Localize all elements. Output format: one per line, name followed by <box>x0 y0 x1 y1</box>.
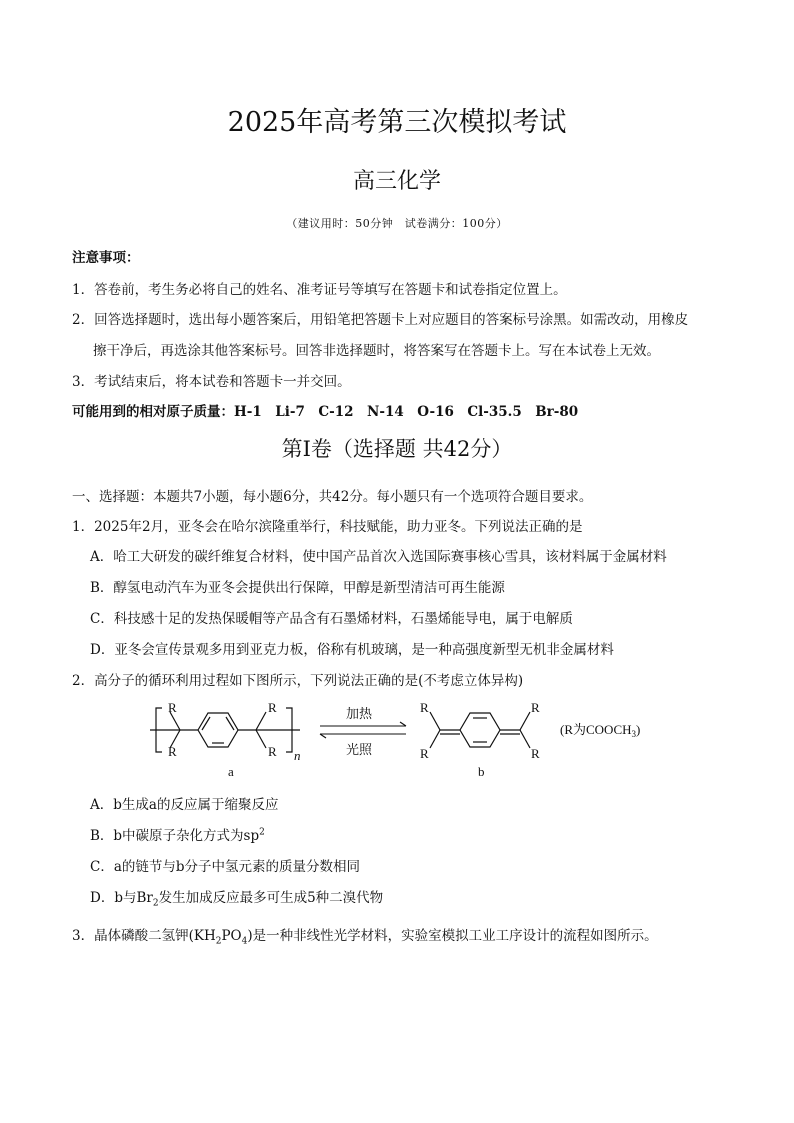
q2-stem: 2．高分子的循环利用过程如下图所示，下列说法正确的是(不考虑立体异构) <box>72 673 524 689</box>
notice-item-2-cont: 擦干净后，再选涂其他答案标号。回答非选择题时，将答案写在答题卡上。写在本试卷上无效。 <box>93 343 660 359</box>
r-note: (R为$COOCH_3$) <box>560 722 641 739</box>
r-label-6: R <box>420 746 429 761</box>
q2-reaction-scheme <box>150 700 670 780</box>
r-label-1: R <box>168 700 177 715</box>
label-b: b <box>478 764 485 779</box>
q1-option-a: A．哈工大研发的碳纤维复合材料，使中国产品首次入选国际赛事核心雪具，该材料属于金属材料 <box>90 549 667 565</box>
r-label-5: R <box>420 700 429 715</box>
exam-meta: （建议用时：50分钟 试卷满分：100分） <box>286 217 508 230</box>
q2-option-b: B．b中碳原子杂化方式为$sp^2$ <box>90 827 265 844</box>
notice-heading: 注意事项： <box>72 250 140 266</box>
notice-item-1: 1．答卷前，考生务必将自己的姓名、准考证号等填写在答题卡和试卷指定位置上。 <box>72 282 567 298</box>
arrow-label-heat: 加热 <box>346 706 373 721</box>
q1-option-c: C．科技感十足的发热保暖帽等产品含有石墨烯材料，石墨烯能导电，属于电解质 <box>90 611 573 627</box>
notice-item-3: 3．考试结束后，将本试卷和答题卡一并交回。 <box>72 374 351 390</box>
q3-stem: 3．晶体磷酸二氢钾$(KH_2PO_4)$是一种非线性光学材料，实验室模拟工业工序设计的流程如图所示。 <box>72 928 658 947</box>
atomic-masses: 可能用到的相对原子质量：H-1 Li-7 C-12 N-14 O-16 Cl-35.5 Br-80 <box>72 404 579 420</box>
q1-option-b: B．醇氢电动汽车为亚冬会提供出行保障，甲醇是新型清洁可再生能源 <box>90 580 505 596</box>
exam-title: 2025年高考第三次模拟考试 <box>227 107 567 138</box>
r-label-3: R <box>268 700 277 715</box>
q2-option-a: A．b生成a的反应属于缩聚反应 <box>90 797 279 813</box>
arrow-label-light: 光照 <box>346 742 373 757</box>
equilibrium-arrows <box>320 722 406 738</box>
q2-option-c: C．a的链节与b分子中氢元素的质量分数相同 <box>90 859 361 875</box>
r-label-4: R <box>268 744 277 759</box>
section-title: 第Ⅰ卷（选择题 共42分） <box>281 437 513 461</box>
monomer-b-structure <box>430 712 530 748</box>
section-intro: 一、选择题：本题共7小题，每小题6分，共42分。每小题只有一个选项符合题目要求。 <box>72 489 593 505</box>
notice-item-2: 2．回答选择题时，选出每小题答案后，用铅笔把答题卡上对应题目的答案标号涂黑。如需改动，用橡皮 <box>72 312 689 328</box>
q2-option-d: D．b与$Br_2$发生加成反应最多可生成5种二溴代物 <box>90 890 384 909</box>
r-label-8: R <box>531 746 540 761</box>
q1-stem: 1．2025年2月，亚冬会在哈尔滨隆重举行，科技赋能，助力亚冬。下列说法正确的是 <box>72 519 583 535</box>
label-a: a <box>228 764 234 779</box>
repeat-n: n <box>294 748 301 763</box>
r-label-2: R <box>168 744 177 759</box>
r-label-7: R <box>531 700 540 715</box>
exam-subtitle: 高三化学 <box>352 169 441 194</box>
q1-option-d: D．亚冬会宣传景观多用到亚克力板，俗称有机玻璃，是一种高强度新型无机非金属材料 <box>90 642 614 658</box>
